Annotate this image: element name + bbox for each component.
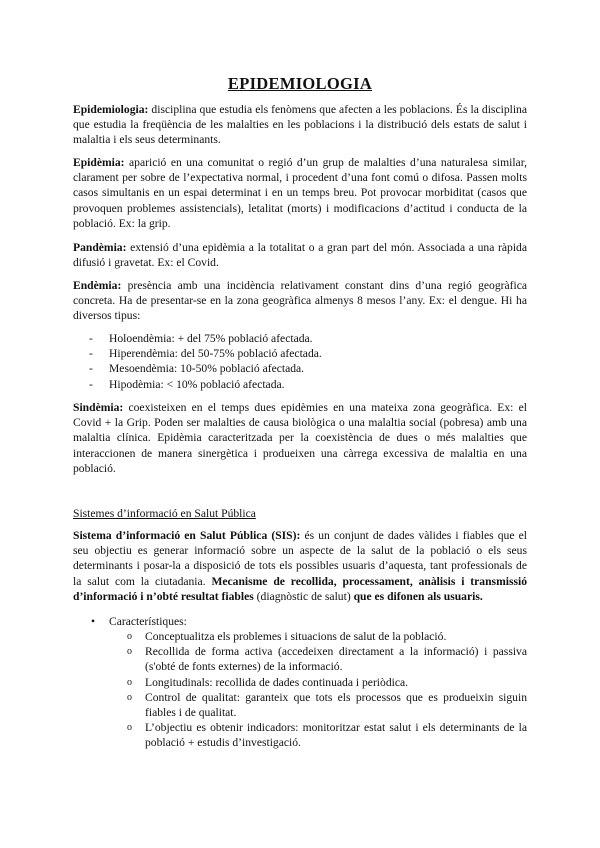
sis-bold-end: que es difonen als usuaris. [353,589,483,603]
list-item [73,629,527,644]
characteristic-text: Control de qualitat: garanteix que tots els processos que es produeixin siguin fiables i de qualitat. [145,690,527,720]
list-item [73,675,527,690]
characteristic-text: Longitudinals: recollida de dades continuada i periòdica. [145,675,409,689]
dash-marker: - [89,362,93,376]
page-title: EPIDEMIOLOGIA [227,74,373,93]
term-sindemia: Sindèmia: [73,401,124,414]
dash-marker: - [89,377,93,391]
endemia-type-text: Mesoendèmia: 10-50% població afectada. [109,362,305,376]
text-sindemia: coexisteixen en el temps dues epidèmies en una mateixa zona geogràfica. Ex: el Covid + la Grip. Poden ser malalties de causa biològica o una malaltia social (pobresa) amb una malaltia clínica. Epidèmia caracteritzada per la coexistència de dues o més malalties que interaccionen de manera sinergètica i produeixen una càrrega excessiva de malaltia en una població. [73,401,527,475]
bullet-marker: • [91,615,96,628]
characteristic-text: Conceptualitza els problemes i situacions de salut de la població. [145,630,447,643]
definition-epidemia [73,155,527,231]
definition-sindemia [73,400,527,476]
endemia-type-text: Hipodèmia: < 10% població afectada. [109,377,285,391]
list-item [73,361,527,376]
dash-marker: - [89,347,93,361]
term-pandemia: Pandèmia: [73,241,127,254]
term-epidemiologia: Epidemiologia: [73,103,149,116]
list-item [73,346,527,361]
endemia-type-text: Holoendèmia: + del 75% població afectada. [109,332,313,345]
circle-marker: o [127,722,132,734]
sis-bold-tail: Mecanisme de recollida, processament, anàlisis i transmissió d’informació i n’obté resultat fiables [73,574,527,603]
list-item [73,331,527,346]
list-item [73,377,527,392]
circle-marker: o [127,631,132,642]
endemia-types-list [73,331,527,392]
circle-marker: o [127,676,132,688]
characteristics-list [73,629,527,751]
definition-sis [73,528,527,604]
characteristics-label: Característiques: [109,615,187,628]
term-endemia: Endèmia: [73,279,122,292]
list-item [73,644,527,674]
characteristic-text: L’objectiu es obtenir indicadors: monitoritzar estat salut i els determinants de la població + estudis d’investigació. [145,721,527,750]
endemia-type-text: Hiperendèmia: del 50-75% població afectada. [109,347,322,361]
text-sis: és un conjunt de dades vàlides i fiables que el seu objectiu es generar informació sobre un aspecte de la salut de la població o els seus determinants i posar-la a disposició de tots els possibles usuaris d’aquesta, tant professionals de la salut com la ciutadania. [73,529,527,588]
text-pandemia: extensió d’una epidèmia a la totalitat o a gran part del món. Associada a una ràpida difusió i gravetat. Ex: el Covid. [73,241,527,270]
text-epidemia: aparició en una comunitat o regió d’un grup de malalties d’una naturalesa similar, clarament per sobre de l’expectativa normal, i procedent d’una font comú o difosa. Passen molts casos simultanis en un espai determinat i en un temps breu. Pot provocar morbiditat (casos que provoquen problemes assistencials), letalitat (morts) i modificacions d’actitud i conducta de la població. Ex: la grip. [73,156,527,230]
sis-tail-end: (diagnòstic de salut) [253,589,354,603]
list-item [73,720,527,750]
term-sis: Sistema d’informació en Salut Pública (SIS): [73,529,301,542]
term-epidemia: Epidèmia: [73,156,125,169]
text-endemia: presència amb una incidència relativament constant dins d’una regió geogràfica concreta. Ha de presentar-se en la zona geogràfica almenys 8 mesos l’any. Ex: el dengue. Hi ha diversos tipus: [73,279,527,323]
definition-pandemia [73,240,527,270]
characteristic-text: Recollida de forma activa (accedeixen directament a la informació) i passiva (s'obté de fonts externes) de la informació. [145,645,527,674]
circle-marker: o [127,691,132,703]
section-heading: Sistemes d’informació en Salut Pública [73,507,256,520]
dash-marker: - [89,332,93,345]
list-item [73,690,527,720]
text-epidemiologia: disciplina que estudia els fenòmens que afecten a les poblacions. És la disciplina que estudia la freqüència de les malalties en les poblacions i la distribució dels estats de salut i malaltia i els seus determinants. [73,103,527,147]
circle-marker: o [127,646,132,658]
definition-endemia [73,278,527,324]
definition-epidemiologia [73,102,527,148]
